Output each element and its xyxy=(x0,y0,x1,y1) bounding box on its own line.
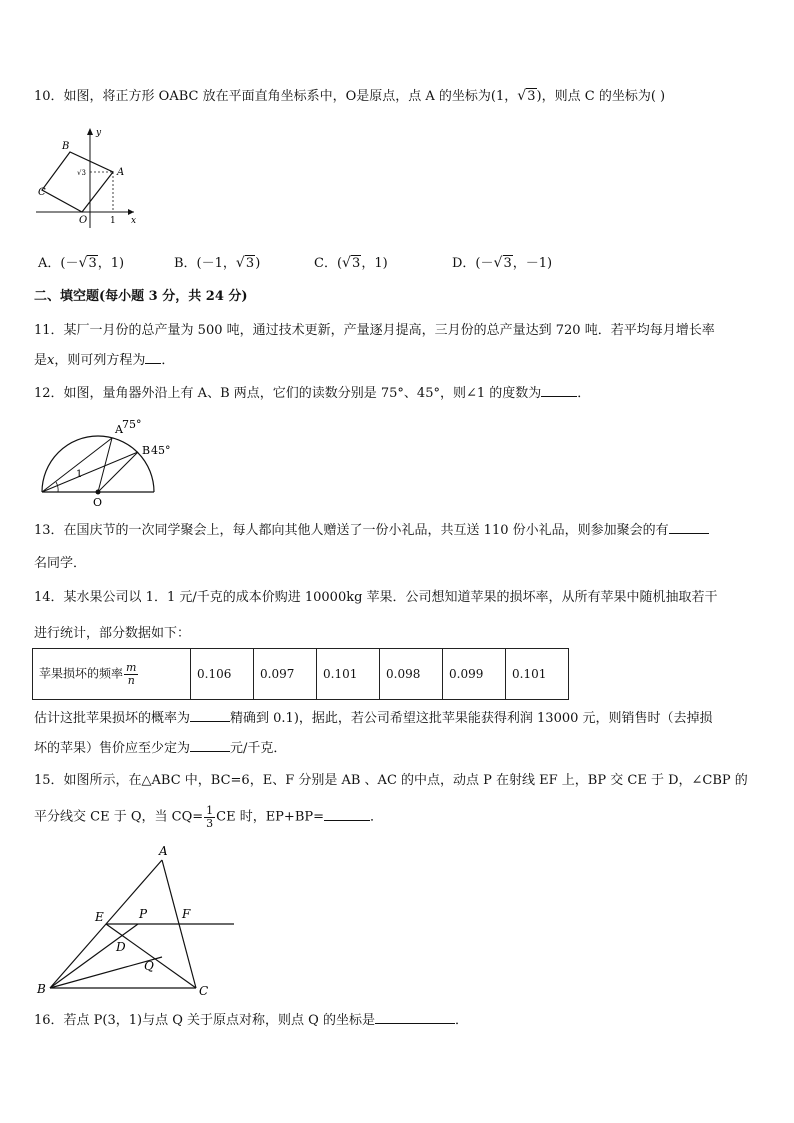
q10-square-figure xyxy=(34,124,154,234)
q12-protractor-figure xyxy=(38,415,171,509)
q14-line2: 进行统计，部分数据如下： xyxy=(34,626,191,641)
q14-price-blank xyxy=(190,751,230,752)
q10-option-b: B．(－1，√ 3) xyxy=(174,257,260,270)
q14-line4: 坏的苹果）售价应至少定为 元/千克． xyxy=(34,741,287,756)
label-O: O xyxy=(93,496,103,509)
q12-text: 12．如图，量角器外沿上有 A、B 两点，它们的读数分别是 75°、45°，则∠1 的度数为 ． xyxy=(34,386,591,401)
q14-probability-blank xyxy=(190,721,230,722)
q11-line2: 是x，则可列方程为 ． xyxy=(34,353,175,368)
q10-text: 10．如图，将正方形 OABC 放在平面直角坐标系中，O是原点，点 A 的坐标为(1，√ 3)，则点 C 的坐标为( ) xyxy=(34,90,665,103)
label-y: y xyxy=(96,128,102,138)
label-D: D xyxy=(116,940,126,954)
q13-line1: 13．在国庆节的一次同学聚会上，每人都向其他人赠送了一份小礼品，共互送 110 份小礼品，则参加聚会的有 xyxy=(34,524,709,537)
label-one: 1 xyxy=(110,216,116,226)
label-x: x xyxy=(131,216,137,226)
section-heading: 二、填空题(每小题 3 分，共 24 分) xyxy=(34,289,248,304)
label-B: B xyxy=(62,141,70,152)
q16-text: 16．若点 P(3，1)与点 Q 关于原点对称，则点 Q 的坐标是 ． xyxy=(34,1013,468,1028)
table-header-cell: 苹果损坏的频率 $\frac{m}{n}$ xyxy=(33,649,191,700)
label-A: A xyxy=(117,167,125,178)
label-75-degrees: 75° xyxy=(122,418,142,431)
label-F: F xyxy=(182,907,191,921)
q10-option-c: C．(√ 3，1) xyxy=(314,257,388,270)
label-A: A xyxy=(115,423,123,436)
label-sqrt3: √3 xyxy=(77,169,86,177)
label-B: B xyxy=(37,982,46,996)
q13-answer-blank xyxy=(669,533,709,534)
table-cell: 0.099 xyxy=(443,649,506,700)
q13-line2: 名同学． xyxy=(34,556,87,571)
table-row xyxy=(33,649,569,700)
label-Q: Q xyxy=(144,959,154,973)
label-C: C xyxy=(38,187,46,198)
q14-line1: 14．某水果公司以 1．1 元/千克的成本价购进 10000kg 苹果．公司想知道苹果的损坏率，从所有苹果中随机抽取若干 xyxy=(34,590,718,605)
sqrt-three: √ 3 xyxy=(517,90,536,103)
table-cell: 0.101 xyxy=(317,649,380,700)
q15-answer-blank xyxy=(324,820,370,821)
q15-line2: 平分线交 CE 于 Q，当 CQ= $\frac{1}{3}$ CE 时，EP+BP= ． xyxy=(34,804,384,830)
label-P: P xyxy=(139,907,148,921)
q15-line1: 15．如图所示，在△ABC 中，BC=6，E、F 分别是 AB 、AC 的中点，动点 P 在射线 EF 上，BP 交 CE 于 D，∠CBP 的 xyxy=(34,773,748,788)
label-O: O xyxy=(79,215,88,226)
q14-frequency-table xyxy=(32,648,569,700)
label-C: C xyxy=(199,984,209,998)
q10-option-a: A．(－√ 3，1) xyxy=(38,257,124,270)
q16-answer-blank xyxy=(375,1023,455,1024)
label-angle-1: 1 xyxy=(76,469,83,480)
q15-triangle-figure xyxy=(34,843,244,1003)
label-A: A xyxy=(159,844,168,858)
q12-answer-blank xyxy=(541,396,577,397)
table-cell: 0.097 xyxy=(254,649,317,700)
q11-answer-blank xyxy=(145,363,161,364)
label-45-degrees: 45° xyxy=(151,444,171,457)
table-cell: 0.106 xyxy=(191,649,254,700)
q10-option-d: D．(－√ 3，－1) xyxy=(452,257,552,270)
q14-line3: 估计这批苹果损坏的概率为 精确到 0.1)，据此，若公司希望这批苹果能获得利润 13000 元，则销售时（去掉损 xyxy=(34,711,713,726)
label-B: B xyxy=(142,444,151,457)
table-cell: 0.098 xyxy=(380,649,443,700)
q11-line1: 11．某厂一月份的总产量为 500 吨，通过技术更新，产量逐月提高，三月份的总产量达到 720 吨．若平均每月增长率 xyxy=(34,323,715,338)
label-E: E xyxy=(95,910,104,924)
table-cell: 0.101 xyxy=(506,649,569,700)
